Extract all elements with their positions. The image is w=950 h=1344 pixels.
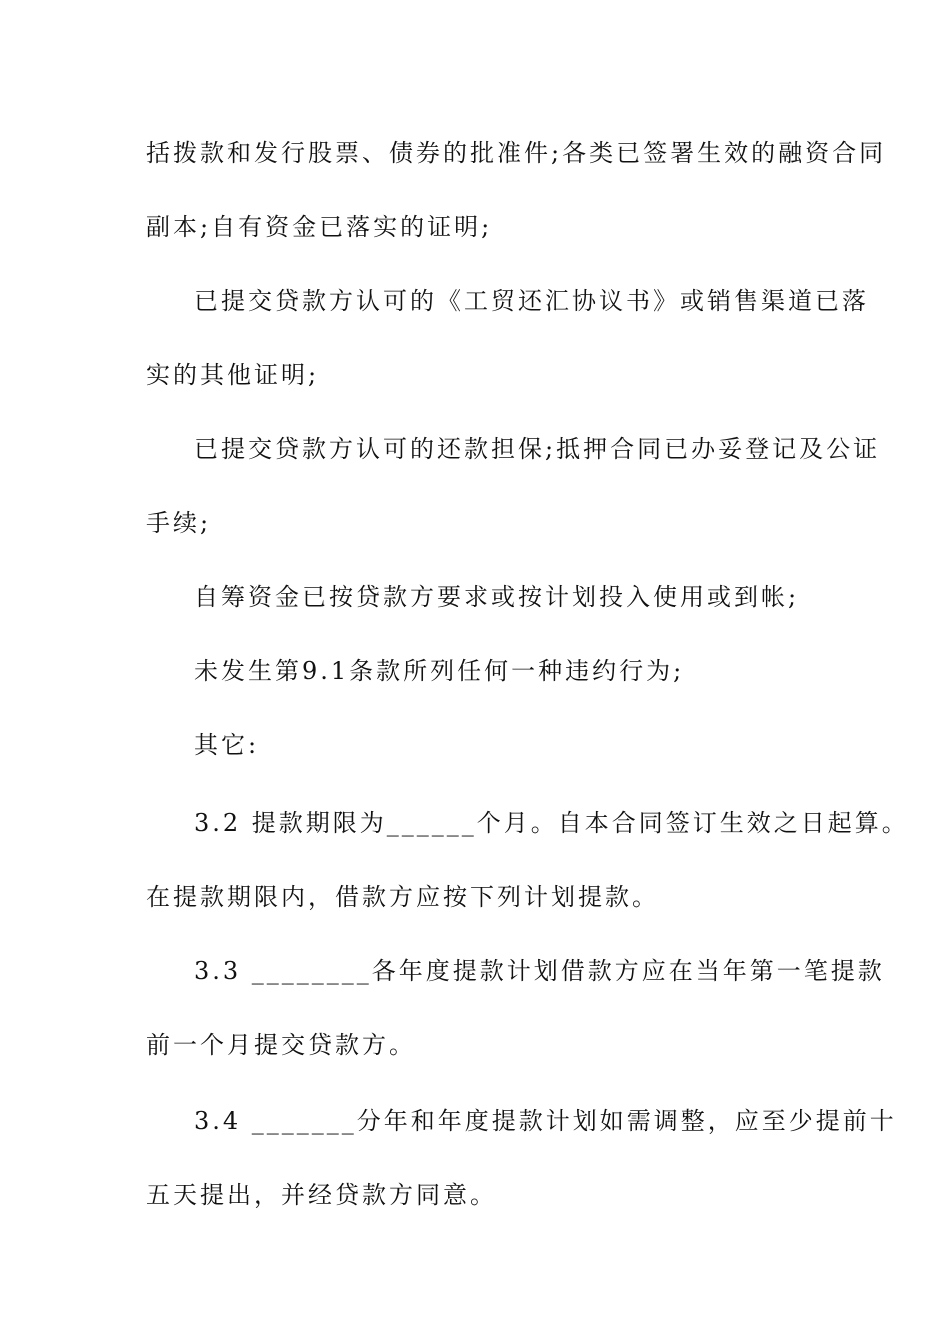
text-line: 在提款期限内，借款方应按下列计划提款。: [146, 883, 659, 911]
text-line: 3.2 提款期限为______个月。自本合同签订生效之日起算。: [194, 809, 909, 837]
text-line: 3.4 _______分年和年度提款计划如需调整，应至少提前十: [194, 1107, 897, 1135]
text-line: 实的其他证明;: [146, 361, 320, 389]
text-line: 前一个月提交贷款方。: [146, 1031, 416, 1059]
text-line: 括拨款和发行股票、债券的批准件;各类已签署生效的融资合同: [146, 139, 887, 167]
text-line: 其它:: [194, 731, 260, 759]
text-line: 自筹资金已按贷款方要求或按计划投入使用或到帐;: [194, 583, 800, 611]
text-line: 副本;自有资金已落实的证明;: [146, 213, 493, 241]
text-line: 已提交贷款方认可的《工贸还汇协议书》或销售渠道已落: [194, 287, 869, 315]
text-line: 已提交贷款方认可的还款担保;抵押合同已办妥登记及公证: [194, 435, 881, 463]
text-line: 3.3 ________各年度提款计划借款方应在当年第一笔提款: [194, 957, 885, 985]
text-line: 五天提出，并经贷款方同意。: [146, 1181, 497, 1209]
text-line: 未发生第9.1条款所列任何一种违约行为;: [194, 657, 685, 685]
text-line: 手续;: [146, 509, 212, 537]
